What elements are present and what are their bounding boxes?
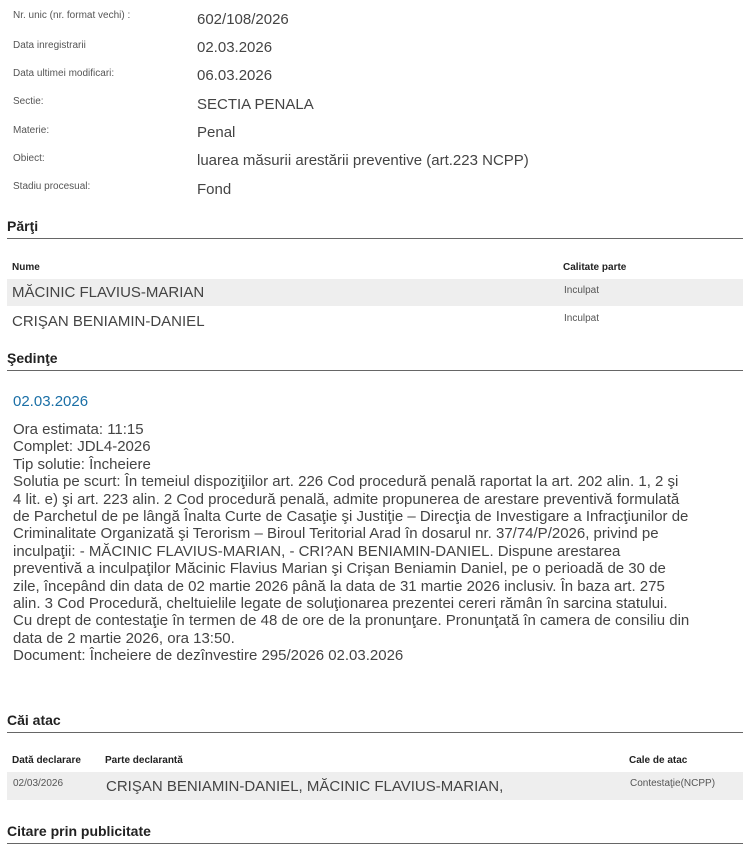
detail-value-data-modificari: 06.03.2026 <box>197 67 273 84</box>
table-row <box>7 279 743 306</box>
detail-value-sectie: SECTIA PENALA <box>197 96 314 113</box>
table-row <box>7 772 743 800</box>
hearing-tip-solutie: Tip solutie: Încheiere <box>13 455 151 473</box>
detail-label-obiect: Obiect: <box>13 153 45 164</box>
hearing-solutie-line: Cu drept de contestaţie în termen de 48 de ore de la pronunţare. Pronunţată în camera de consiliu din <box>13 612 690 630</box>
hearing-complet: Complet: JDL4-2026 <box>13 438 151 456</box>
section-divider-sedinte <box>7 370 743 371</box>
hearing-solutie-line: data de 2 martie 2026, ora 13:50. <box>13 629 235 647</box>
hearing-solutie-line: Solutia pe scurt: În temeiul dispoziţiilor art. 226 Cod procedură penală raportat la art. 202 alin. 1, 2 şi <box>13 473 679 491</box>
hearing-solutie-line: 4 lit. e) şi art. 223 alin. 2 Cod procedură penală, admite propunerea de arestare preventivă formulată <box>13 490 680 508</box>
detail-value-stadiu: Fond <box>197 181 232 198</box>
hearing-solutie-line: alin. 3 Cod Procedură, cheltuielile legate de soluţionarea prezentei cereri rămân în sarcina statului. <box>13 595 668 613</box>
detail-label-sectie: Sectie: <box>13 96 44 107</box>
section-title-citare: Citare prin publicitate <box>7 823 151 839</box>
hearing-solutie-line: de Parchetul de pe lângă Înalta Curte de Casaţie şi Justiţie – Direcţia de Investigare a Infracţiunilor de <box>13 508 689 526</box>
detail-label-data-modificari: Data ultimei modificari: <box>13 68 115 79</box>
detail-label-materie: Materie: <box>13 125 50 136</box>
hearing-document: Document: Încheiere de dezînvestire 295/2026 02.03.2026 <box>13 647 404 665</box>
hearing-ora: Ora estimata: 11:15 <box>13 421 144 438</box>
cai-atac-header-date: Dată declarare <box>12 755 81 766</box>
detail-value-nr-unic: 602/108/2026 <box>197 11 289 28</box>
section-divider-parti <box>7 238 743 239</box>
party-name: MĂCINIC FLAVIUS-MARIAN <box>12 284 205 301</box>
parti-header-calitate: Calitate parte <box>563 262 627 273</box>
appeal-party: CRIŞAN BENIAMIN-DANIEL, MĂCINIC FLAVIUS-MARIAN, <box>106 778 504 795</box>
hearing-solutie-line: Criminalitate Organizată şi Terorism – Biroul Teritorial Arad în dosarul nr. 37/74/P/2026, privind pe <box>13 525 659 543</box>
detail-value-materie: Penal <box>197 124 236 141</box>
hearing-solutie-line: zile, începând din data de 02 martie 2026 până la data de 31 martie 2026 inclusiv. În baza art. 275 <box>13 577 665 595</box>
hearing-solutie-line: preventivă a inculpaţilor Măcinic Flavius Marian şi Crişan Beniamin Daniel, pe o perioadă de 30 de <box>13 560 666 578</box>
appeal-date: 02/03/2026 <box>13 778 64 789</box>
cai-atac-header-party: Parte declarantă <box>105 755 183 766</box>
hearing-details <box>13 421 743 665</box>
hearing-solutie-line: inculpaţii: - MĂCINIC FLAVIUS-MARIAN, - CRI?AN BENIAMIN-DANIEL. Dispune arestarea <box>13 542 621 560</box>
detail-label-stadiu: Stadiu procesual: <box>13 181 91 192</box>
section-title-parti: Părţi <box>7 218 39 234</box>
hearing-date-link[interactable]: 02.03.2026 <box>13 393 89 410</box>
party-name: CRIŞAN BENIAMIN-DANIEL <box>12 313 205 330</box>
section-title-cai-atac: Căi atac <box>7 712 61 728</box>
section-title-sedinte: Şedinţe <box>7 350 58 366</box>
section-divider-citare <box>7 843 743 844</box>
detail-value-obiect: luarea măsurii arestării preventive (art.223 NCPP) <box>197 152 529 169</box>
appeal-type: Contestaţie(NCPP) <box>630 778 716 789</box>
section-divider-cai-atac <box>7 732 743 733</box>
party-role: Inculpat <box>564 313 600 324</box>
parti-header-nume: Nume <box>12 262 40 273</box>
party-role: Inculpat <box>564 285 600 296</box>
detail-label-nr-unic: Nr. unic (nr. format vechi) : <box>13 10 131 21</box>
cai-atac-header-type: Cale de atac <box>629 755 688 766</box>
table-row <box>7 307 743 334</box>
detail-label-data-inregistrarii: Data inregistrarii <box>13 40 86 51</box>
detail-value-data-inregistrarii: 02.03.2026 <box>197 39 273 56</box>
